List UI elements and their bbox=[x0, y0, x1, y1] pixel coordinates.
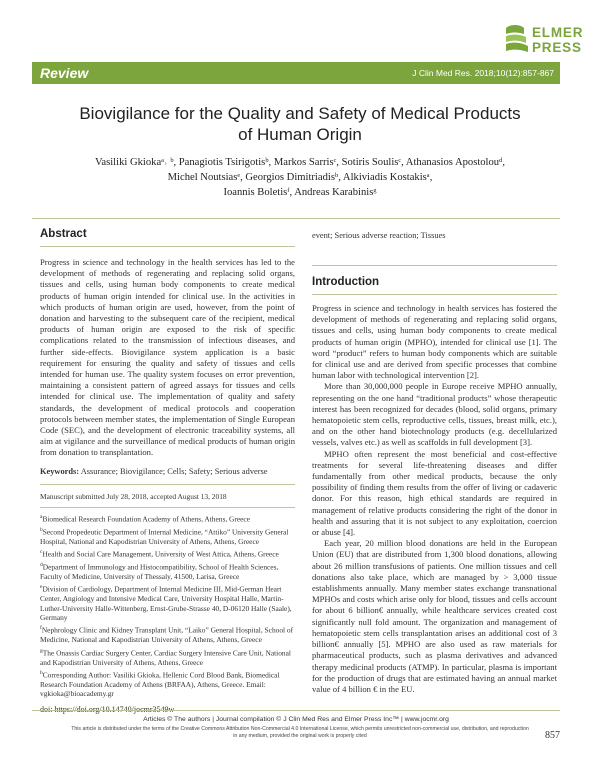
footer-divider bbox=[32, 710, 560, 711]
intro-paragraph-1: Progress in science and technology in health services has fostered the development of methods of regenerating and replacing solid organs, tissues and cells, using human body components to create medical products of human origin (MPHO), intended for clinical use [1]. The word “product” refers to human body components which are suitable for clinical use and are derived from specific processes that combine human labor with technological intervention [2]. bbox=[312, 303, 557, 381]
corresponding-author: $^h$Corresponding Author: Vasiliki Gkioka, Hellenic Cord Blood Bank, Biomedical Research Foundation Academy of Athens (BRFAA), Athens, Greece. Email: vgkioka@bioacademy.gr bbox=[40, 670, 280, 699]
title-line-1: Biovigilance for the Quality and Safety of Medical Products bbox=[79, 104, 521, 123]
affiliation-item: $^a$Biomedical Research Foundation Academy of Athens, Athens, Greece bbox=[40, 514, 250, 524]
introduction-heading: Introduction bbox=[312, 276, 380, 288]
title-line-2: of Human Origin bbox=[238, 125, 362, 144]
intro-paragraph-2: More than 30,000,000 people in Europe receive MPHO annually, representing on the one hand “traditional products” whose therapeutic interest has been recognized for decades (blood, solid organs, primary hematopoietic stem cells, reproductive cells, tissues, breast milk, etc.), and on the other hand biotechnology products (e.g. decellularized vessels, valves etc.) as well as scaffolds in full development [3]. bbox=[312, 381, 557, 448]
keywords-rule bbox=[40, 484, 295, 485]
intro-paragraph-3: MPHO often represent the most beneficial and cost-effective treatments for several life-threatening diseases and differ fundamentally from other medical products, because the only possibility of finding them results from the offer of living or cadaveric donor. For this reason, high ethical standards are required in management of relative products considering the right of the donor in health and assuring that it is not subject to any exploitation, coercion or abuse [4]. bbox=[312, 448, 557, 538]
journal-citation: J Clin Med Res. 2018;10(12):857-867 bbox=[412, 68, 554, 78]
article-title bbox=[40, 103, 560, 145]
footer-copyright: Articles © The authors | Journal compilation © J Clin Med Res and Elmer Press Inc™ | www.jocmr.org bbox=[143, 716, 449, 723]
page-number: 857 bbox=[545, 730, 560, 741]
section-label: Review bbox=[40, 65, 89, 81]
affiliation-list bbox=[40, 513, 295, 699]
affiliation-item: $^g$The Onassis Cardiac Surgery Center, Cardiac Surgery Intensive Care Unit, National and Kapodistrian University of Athens, Athens, Greece bbox=[40, 647, 291, 667]
section-banner bbox=[32, 62, 560, 84]
keywords-label: Keywords: bbox=[40, 466, 80, 476]
elmer-press-logo-icon bbox=[504, 24, 530, 56]
affiliation-rule bbox=[40, 507, 295, 508]
elmer-press-logo bbox=[504, 22, 586, 58]
intro-top-rule bbox=[312, 265, 557, 266]
authors-line-3: Ioannis Boletisᶠ, Andreas Karabinisᵍ bbox=[223, 186, 377, 198]
affiliation-item: $^d$Department of Immunology and Histocompatibility, School of Health Sciences, Faculty of Medicine, University of Thessaly, 41500, Larisa, Greece bbox=[40, 562, 279, 581]
authors-line-1: Vasiliki Gkiokaᵃ˒ ᵇ, Panagiotis Tsirigotisᵇ, Markos Sarrisᶜ, Sotiris Soulisᶜ, Athanasios Apostolouᵈ, bbox=[94, 157, 506, 168]
abstract-heading: Abstract bbox=[40, 228, 87, 240]
affiliation-item: $^e$Division of Cardiology, Department of Internal Medicine III, Mid-German Heart Center, Angiology and Intensive Medical Care, University Hospital Halle, Martin-Luther-University Halle-Wittenberg, Ernst-Grube-Strasse 40, D-06120 Halle (Saale), Germany bbox=[40, 584, 292, 623]
divider bbox=[32, 218, 560, 219]
author-list bbox=[40, 156, 560, 200]
abstract-text: Progress in science and technology in the health services has led to the development of methods of regenerating and replacing solid organs, tissues and cells, using human body components to create medical products of human origin intended for clinical use. In the activities in which products of human origin are used, however, from the point of donation and harvesting to the subsequent care of the recipient, medical products of human origin are exposed to the risk of specific complications related to the transmission of infectious diseases, and further side-effects. Biovigilance system application is a basic requirement for ensuring the quality and safety of tissues and cells intended for human use. The quality system focuses on error prevention, maintaining a consistent pattern of agreed assays for tissues and cells intended for clinical use. The implementation of quality and safety standards, the development of medical protocols and cooperation protocols between member states, the implementation of Single European Code (SEC), and the development of electronic traceability systems, all aim at vigilance and the surveillance of medical products of human origin from donation to transplantation. bbox=[40, 257, 295, 458]
logo-line-1: ELMER bbox=[532, 25, 584, 40]
intro-rule bbox=[312, 294, 557, 295]
keywords-continued: event; Serious adverse reaction; Tissues bbox=[312, 231, 446, 240]
affiliation-item: $^b$Second Propedeutic Department of Internal Medicine, “Attiko” University General Hospital, National and Kapodistrian University of Athens, Athens, Greece bbox=[40, 526, 289, 546]
footer-license: This article is distributed under the terms of the Creative Commons Attribution Non-Commercial 4.0 International License, which permits unrestricted non-commercial use, distribution, and reproduction in any medium, provided the original work is properly cited bbox=[71, 726, 529, 740]
keywords bbox=[40, 466, 295, 477]
affiliation-item: $^c$Health and Social Care Management, University of West Attica, Athens, Greece bbox=[40, 549, 279, 559]
affiliation-item: $^f$Nephrology Clinic and Kidney Transplant Unit, “Laiko” General Hospital, School of Medicine, National and Kapodistrian University of Athens, Athens, Greece bbox=[40, 625, 294, 645]
intro-paragraph-4: Each year, 20 million blood donations are held in the European Union (EU) that are distributed from 1,300 blood donations, allowing about 26 million transfusions of patients. One million tissues and cell donations also take place, which are managed by > 3,000 tissue establishments annually. Many member states exchange transnational MPHOs and costs which arise only for blood, tissues and cells account for about 6 billion€ annually, while healthcare services created cost significantly null fold amount. The organization and management of hematopoietic stem cells transplantation arises an additional cost of 3 billion€ annually [5]. MPHO are also used as raw materials for pharmaceutical products, such as plasma derivatives and advanced therapy medicinal products (ATMP). In particular, plasma is important for the production of drugs that are estimated having an annual market value of 4 billion € in the EU. bbox=[312, 538, 557, 694]
authors-line-2: Michel Noutsiasᵉ, Georgios Dimitriadisᵇ, Alkiviadis Kostakisᵃ, bbox=[167, 171, 433, 183]
manuscript-dates: Manuscript submitted July 28, 2018, accepted August 13, 2018 bbox=[40, 491, 227, 501]
right-column bbox=[312, 228, 557, 695]
left-column bbox=[40, 228, 295, 716]
keywords-list: Assurance; Biovigilance; Cells; Safety; Serious adverse bbox=[80, 466, 268, 476]
abstract-rule bbox=[40, 246, 295, 247]
logo-line-2: PRESS bbox=[532, 40, 582, 55]
